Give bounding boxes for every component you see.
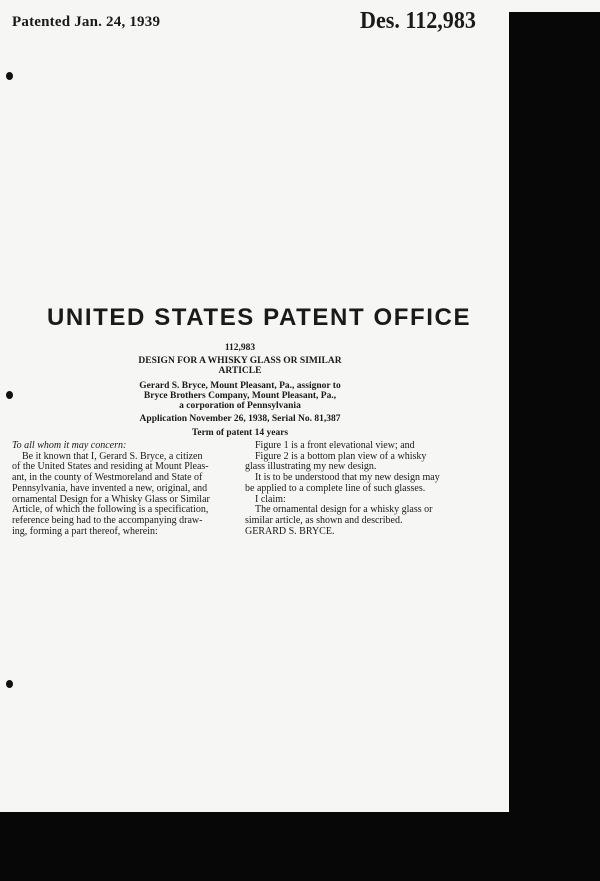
- punch-hole-mark: [6, 391, 13, 399]
- design-title: [110, 356, 370, 376]
- body-line: ing, forming a part thereof, wherein:: [12, 525, 158, 537]
- signature: GERARD S. BRYCE.: [245, 525, 335, 537]
- body-line: of the United States and residing at Mount Pleas-: [12, 461, 209, 473]
- body-line: Figure 2 is a bottom plan view of a whisky: [255, 450, 427, 462]
- body-line: ornamental Design for a Whisky Glass or Similar: [12, 493, 210, 505]
- office-title: UNITED STATES PATENT OFFICE: [47, 304, 472, 331]
- salutation: To all whom it may concern:: [12, 440, 127, 451]
- punch-hole-mark: [6, 72, 13, 80]
- scan-border-right: [509, 12, 600, 881]
- inventor-line: Gerard S. Bryce, Mount Pleasant, Pa., assignor to: [139, 381, 341, 391]
- scan-border-bottom: [0, 812, 600, 881]
- body-line: reference being had to the accompanying draw-: [12, 514, 203, 526]
- body-line: similar article, as shown and described.: [245, 514, 403, 526]
- design-number: Des. 112,983: [360, 8, 476, 34]
- left-column: [12, 441, 242, 537]
- body-line: ant, in the county of Westmoreland and State of: [12, 472, 203, 484]
- body-line: Figure 1 is a front elevational view; and: [255, 440, 415, 451]
- design-title-line: DESIGN FOR A WHISKY GLASS OR SIMILAR: [138, 356, 342, 366]
- design-title-line: ARTICLE: [218, 366, 262, 376]
- application-line: Application November 26, 1938, Serial No. 81,387: [139, 414, 341, 424]
- term-line: Term of patent 14 years: [191, 428, 289, 438]
- body-line: Pennsylvania, have invented a new, original, and: [12, 482, 208, 494]
- patent-date: Patented Jan. 24, 1939: [12, 14, 161, 30]
- body-line: be applied to a complete line of such glasses.: [245, 482, 426, 494]
- body-line: It is to be understood that my new design may: [255, 472, 440, 484]
- punch-hole-mark: [6, 680, 13, 688]
- inventor-line: Bryce Brothers Company, Mount Pleasant, Pa.,: [143, 391, 337, 401]
- inventor-block: [110, 381, 370, 411]
- patent-number: 112,983: [224, 343, 256, 353]
- inventor-line: a corporation of Pennsylvania: [179, 401, 301, 411]
- body-line: The ornamental design for a whisky glass or: [255, 504, 433, 516]
- body-line: Article, of which the following is a specification,: [12, 504, 209, 516]
- right-column: [245, 441, 465, 537]
- body-line: Be it known that I, Gerard S. Bryce, a citizen: [22, 450, 203, 462]
- body-line: I claim:: [255, 493, 286, 505]
- body-line: glass illustrating my new design.: [245, 461, 377, 473]
